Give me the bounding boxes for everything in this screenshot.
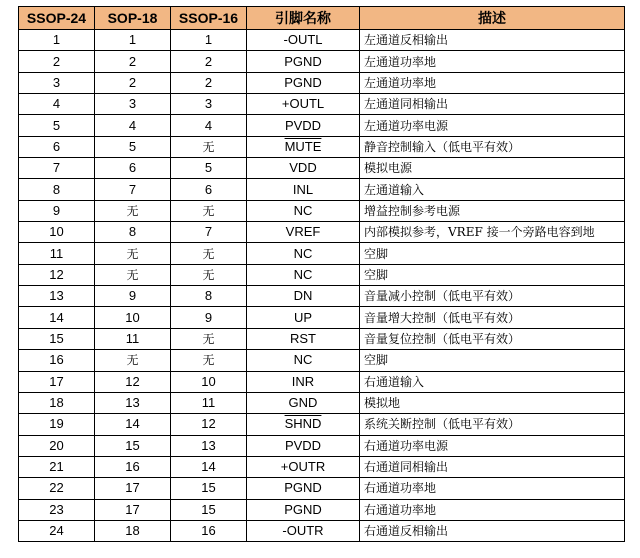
cell-description: 右通道同相输出 bbox=[360, 456, 625, 477]
cell-ssop24: 11 bbox=[19, 243, 95, 264]
cell-pin-name: NC bbox=[247, 200, 360, 221]
pin-table bbox=[18, 6, 625, 542]
cell-pin-name: VREF bbox=[247, 222, 360, 243]
cell-ssop16: 15 bbox=[171, 478, 247, 499]
cell-ssop24: 1 bbox=[19, 30, 95, 51]
cell-ssop24: 7 bbox=[19, 158, 95, 179]
table-row bbox=[19, 200, 625, 221]
cell-ssop16: 15 bbox=[171, 499, 247, 520]
cell-ssop16: 无 bbox=[171, 350, 247, 371]
cell-description: 右通道功率地 bbox=[360, 478, 625, 499]
cell-ssop16: 9 bbox=[171, 307, 247, 328]
cell-sop18: 无 bbox=[95, 200, 171, 221]
cell-sop18: 2 bbox=[95, 72, 171, 93]
cell-pin-name: RST bbox=[247, 328, 360, 349]
cell-pin-name: NC bbox=[247, 350, 360, 371]
cell-pin-name: PGND bbox=[247, 72, 360, 93]
cell-pin-name: PVDD bbox=[247, 115, 360, 136]
cell-sop18: 4 bbox=[95, 115, 171, 136]
cell-sop18: 14 bbox=[95, 414, 171, 435]
cell-sop18: 1 bbox=[95, 30, 171, 51]
cell-pin-name: UP bbox=[247, 307, 360, 328]
table-row bbox=[19, 435, 625, 456]
table-row bbox=[19, 115, 625, 136]
table-row bbox=[19, 264, 625, 285]
cell-description: 静音控制输入（低电平有效） bbox=[360, 136, 625, 157]
column-header-sop18: SOP-18 bbox=[95, 7, 171, 30]
table-row bbox=[19, 179, 625, 200]
cell-ssop16: 13 bbox=[171, 435, 247, 456]
cell-ssop16: 12 bbox=[171, 414, 247, 435]
table-row bbox=[19, 371, 625, 392]
cell-pin-name: -OUTL bbox=[247, 30, 360, 51]
cell-ssop24: 16 bbox=[19, 350, 95, 371]
column-header-description: 描述 bbox=[360, 7, 625, 30]
table-row bbox=[19, 286, 625, 307]
table-header-row bbox=[19, 7, 625, 30]
cell-ssop24: 21 bbox=[19, 456, 95, 477]
cell-ssop24: 19 bbox=[19, 414, 95, 435]
table-row bbox=[19, 72, 625, 93]
cell-pin-name: NC bbox=[247, 243, 360, 264]
table-row bbox=[19, 51, 625, 72]
table-row bbox=[19, 94, 625, 115]
cell-sop18: 16 bbox=[95, 456, 171, 477]
table-row bbox=[19, 158, 625, 179]
cell-sop18: 3 bbox=[95, 94, 171, 115]
cell-ssop24: 13 bbox=[19, 286, 95, 307]
cell-sop18: 12 bbox=[95, 371, 171, 392]
column-header-ssop24: SSOP-24 bbox=[19, 7, 95, 30]
cell-ssop24: 10 bbox=[19, 222, 95, 243]
cell-ssop24: 24 bbox=[19, 520, 95, 541]
cell-pin-name: MUTE bbox=[247, 136, 360, 157]
cell-description: 音量增大控制（低电平有效） bbox=[360, 307, 625, 328]
cell-pin-name: NC bbox=[247, 264, 360, 285]
column-header-ssop16: SSOP-16 bbox=[171, 7, 247, 30]
cell-pin-name: INL bbox=[247, 179, 360, 200]
cell-pin-name: INR bbox=[247, 371, 360, 392]
cell-pin-name: +OUTL bbox=[247, 94, 360, 115]
cell-ssop16: 无 bbox=[171, 136, 247, 157]
cell-ssop24: 9 bbox=[19, 200, 95, 221]
cell-pin-name: SHND bbox=[247, 414, 360, 435]
table-row bbox=[19, 520, 625, 541]
cell-ssop16: 8 bbox=[171, 286, 247, 307]
cell-ssop16: 无 bbox=[171, 264, 247, 285]
cell-ssop24: 8 bbox=[19, 179, 95, 200]
table-row bbox=[19, 414, 625, 435]
cell-sop18: 11 bbox=[95, 328, 171, 349]
cell-description: 模拟地 bbox=[360, 392, 625, 413]
table-row bbox=[19, 350, 625, 371]
column-header-pin-name: 引脚名称 bbox=[247, 7, 360, 30]
cell-description: 右通道反相输出 bbox=[360, 520, 625, 541]
cell-description: 左通道反相输出 bbox=[360, 30, 625, 51]
cell-ssop16: 无 bbox=[171, 243, 247, 264]
cell-description: 右通道功率地 bbox=[360, 499, 625, 520]
cell-ssop16: 无 bbox=[171, 328, 247, 349]
cell-ssop24: 18 bbox=[19, 392, 95, 413]
table-row bbox=[19, 499, 625, 520]
cell-sop18: 9 bbox=[95, 286, 171, 307]
table-row bbox=[19, 307, 625, 328]
table-row bbox=[19, 243, 625, 264]
table-body bbox=[19, 30, 625, 542]
cell-sop18: 2 bbox=[95, 51, 171, 72]
cell-sop18: 7 bbox=[95, 179, 171, 200]
cell-sop18: 17 bbox=[95, 499, 171, 520]
cell-description: 左通道功率地 bbox=[360, 72, 625, 93]
cell-pin-name: GND bbox=[247, 392, 360, 413]
cell-ssop16: 4 bbox=[171, 115, 247, 136]
cell-ssop24: 23 bbox=[19, 499, 95, 520]
cell-ssop24: 15 bbox=[19, 328, 95, 349]
cell-sop18: 无 bbox=[95, 264, 171, 285]
cell-description: 左通道同相输出 bbox=[360, 94, 625, 115]
cell-sop18: 5 bbox=[95, 136, 171, 157]
cell-ssop16: 10 bbox=[171, 371, 247, 392]
table-row bbox=[19, 328, 625, 349]
table-row bbox=[19, 30, 625, 51]
cell-sop18: 8 bbox=[95, 222, 171, 243]
table-row bbox=[19, 478, 625, 499]
cell-description: 音量减小控制（低电平有效） bbox=[360, 286, 625, 307]
cell-sop18: 13 bbox=[95, 392, 171, 413]
table-row bbox=[19, 392, 625, 413]
cell-description: 内部模拟参考，VREF 接一个旁路电容到地 bbox=[360, 222, 625, 243]
cell-sop18: 无 bbox=[95, 350, 171, 371]
cell-pin-name: -OUTR bbox=[247, 520, 360, 541]
cell-description: 右通道功率电源 bbox=[360, 435, 625, 456]
cell-ssop24: 6 bbox=[19, 136, 95, 157]
cell-description: 增益控制参考电源 bbox=[360, 200, 625, 221]
cell-ssop16: 7 bbox=[171, 222, 247, 243]
cell-ssop16: 6 bbox=[171, 179, 247, 200]
cell-description: 系统关断控制（低电平有效） bbox=[360, 414, 625, 435]
cell-ssop24: 22 bbox=[19, 478, 95, 499]
cell-sop18: 18 bbox=[95, 520, 171, 541]
cell-description: 右通道输入 bbox=[360, 371, 625, 392]
cell-ssop24: 5 bbox=[19, 115, 95, 136]
cell-ssop16: 2 bbox=[171, 51, 247, 72]
cell-ssop16: 5 bbox=[171, 158, 247, 179]
table-row bbox=[19, 136, 625, 157]
cell-pin-name: PGND bbox=[247, 478, 360, 499]
cell-pin-name: +OUTR bbox=[247, 456, 360, 477]
table-row bbox=[19, 456, 625, 477]
cell-ssop16: 1 bbox=[171, 30, 247, 51]
cell-ssop16: 16 bbox=[171, 520, 247, 541]
cell-ssop16: 无 bbox=[171, 200, 247, 221]
cell-description: 左通道功率地 bbox=[360, 51, 625, 72]
cell-sop18: 6 bbox=[95, 158, 171, 179]
cell-ssop24: 2 bbox=[19, 51, 95, 72]
cell-pin-name: PGND bbox=[247, 51, 360, 72]
cell-description: 模拟电源 bbox=[360, 158, 625, 179]
cell-ssop24: 12 bbox=[19, 264, 95, 285]
table-row bbox=[19, 222, 625, 243]
cell-pin-name: PGND bbox=[247, 499, 360, 520]
cell-description: 空脚 bbox=[360, 243, 625, 264]
cell-ssop24: 14 bbox=[19, 307, 95, 328]
cell-description: 音量复位控制（低电平有效） bbox=[360, 328, 625, 349]
cell-ssop24: 20 bbox=[19, 435, 95, 456]
cell-ssop16: 2 bbox=[171, 72, 247, 93]
cell-pin-name: VDD bbox=[247, 158, 360, 179]
cell-ssop24: 17 bbox=[19, 371, 95, 392]
cell-description: 空脚 bbox=[360, 350, 625, 371]
cell-pin-name: PVDD bbox=[247, 435, 360, 456]
cell-sop18: 10 bbox=[95, 307, 171, 328]
cell-sop18: 17 bbox=[95, 478, 171, 499]
cell-pin-name: DN bbox=[247, 286, 360, 307]
cell-description: 左通道输入 bbox=[360, 179, 625, 200]
cell-sop18: 15 bbox=[95, 435, 171, 456]
cell-description: 左通道功率电源 bbox=[360, 115, 625, 136]
cell-ssop16: 14 bbox=[171, 456, 247, 477]
cell-ssop16: 3 bbox=[171, 94, 247, 115]
cell-description: 空脚 bbox=[360, 264, 625, 285]
cell-sop18: 无 bbox=[95, 243, 171, 264]
cell-ssop24: 4 bbox=[19, 94, 95, 115]
cell-ssop24: 3 bbox=[19, 72, 95, 93]
cell-ssop16: 11 bbox=[171, 392, 247, 413]
